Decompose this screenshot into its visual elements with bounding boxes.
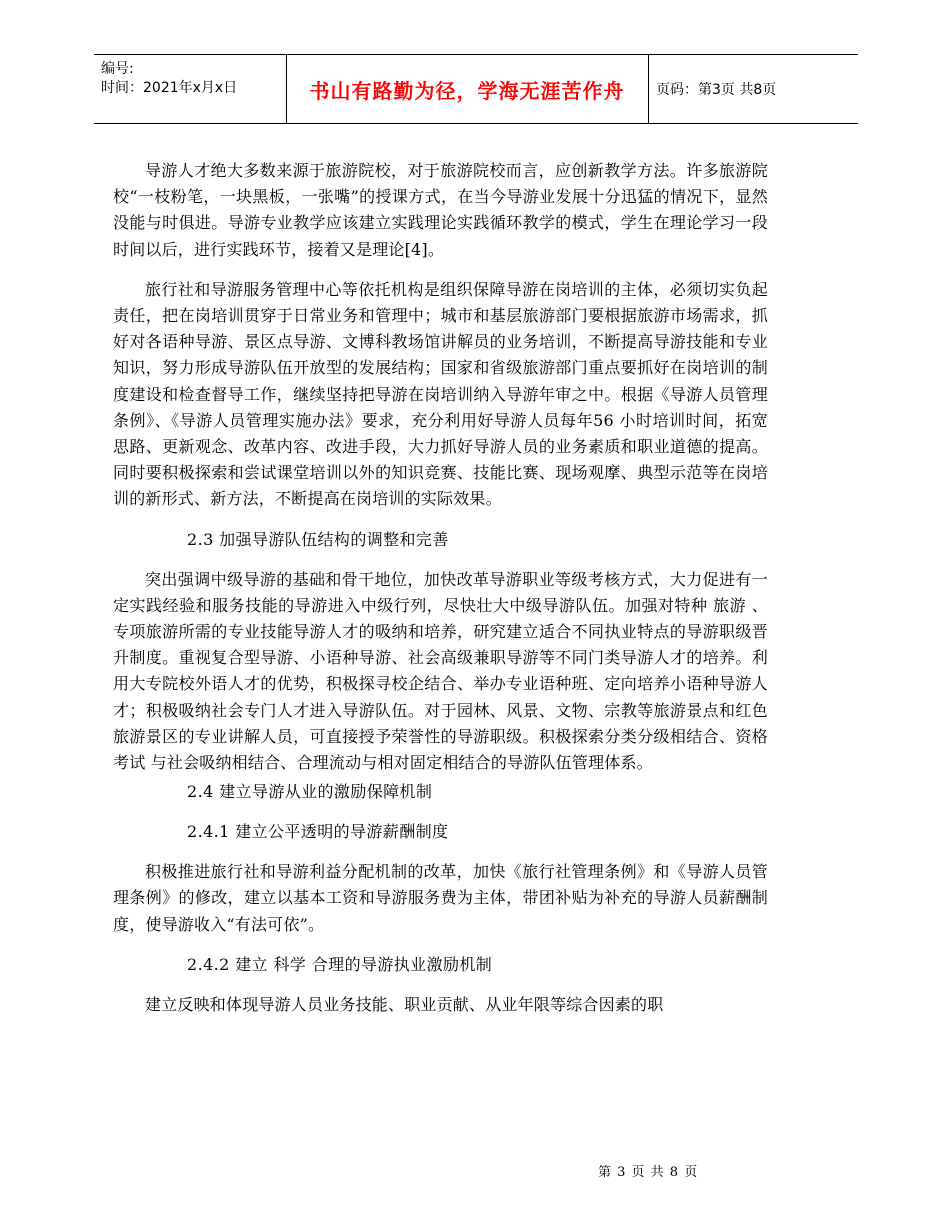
header-meta (101, 60, 237, 98)
section-heading-2-4-2: 2.4.2 建立 科学 合理的导游执业激励机制 (187, 954, 493, 974)
paragraph-salary-system: 积极推进旅行社和导游利益分配机制的改革，加快《旅行社管理条例》和《导游人员管理条例》的修改，建立以基本工资和导游服务费为主体，带团补贴为补充的导游人员薪酬制度，使导游收入“有法可依”。 (113, 862, 768, 934)
header-number-label: 编号: (101, 61, 134, 77)
header-motto: 书山有路勤为径，学海无涯苦作舟 (309, 78, 625, 103)
paragraph-incentive-mechanism: 建立反映和体现导游人员业务技能、职业贡献、从业年限等综合因素的职 (145, 994, 664, 1014)
section-heading-2-3: 2.3 加强导游队伍结构的调整和完善 (187, 529, 449, 549)
document-body (113, 158, 768, 1018)
header-divider-right (648, 55, 649, 123)
page-footer: 第 3 页 共 8 页 (598, 1165, 699, 1180)
paragraph-in-service-training: 旅行社和导游服务管理中心等依托机构是组织保障导游在岗培训的主体，必须切实负起责任，把在岗培训贯穿于日常业务和管理中；城市和基层旅游部门要根据旅游市场需求，抓好对各语种导游、景区点导游、文博科教场馆讲解员的业务培训，不断提高导游技能和专业知识，努力形成导游队伍开放型的发展结构；国家和省级旅游部门重点要抓好在岗培训的制度建设和检查督导工作，继续坚持把导游在岗培训纳入导游年审之中。根据《导游人员管理条例》、《导游人员管理实施办法》要求，充分利用好导游人员每年56 小时培训时间，拓宽思路、更新观念、改革内容、改进手段，大力抓好导游人员的业务素质和职业道德的提高。同时要积极探索和尝试课堂培训以外的知识竞赛、技能比赛、现场观摩、典型示范等在岗培训的新形式、新方法，不断提高在岗培训的实际效果。 (113, 279, 768, 509)
section-heading-2-4: 2.4 建立导游从业的激励保障机制 (187, 782, 433, 802)
paragraph-team-structure: 突出强调中级导游的基础和骨干地位，加快改革导游职业等级考核方式，大力促进有一定实践经验和服务技能的导游进入中级行列，尽快壮大中级导游队伍。加强对特种 旅游 、专项旅游所需的专业技能导游人才的吸纳和培养，研究建立适合不同执业特点的导游职级晋升制度。重视复合型导游、小语种导游、社会高级兼职导游等不同门类导游人才的培养。利用大专院校外语人才的优势，积极探寻校企结合、举办专业语种班、定向培养小语种导游人才；积极吸纳社会专门人才进入导游队伍。对于园林、风景、文物、宗教等旅游景点和红色旅游景区的专业讲解人员，可直接授予荣誉性的导游职级。积极探索分类分级相结合、资格 考试 与社会吸纳相结合、合理流动与相对固定相结合的导游队伍管理体系。 (113, 569, 768, 773)
header-page-info: 页码：第3页 共8页 (656, 82, 777, 98)
paragraph-teaching-methods: 导游人才绝大多数来源于旅游院校，对于旅游院校而言，应创新教学方法。许多旅游院校“一枝粉笔，一块黑板，一张嘴”的授课方式，在当今导游业发展十分迅猛的情况下，显然没能与时俱进。导游专业教学应该建立实践理论实践循环教学的模式，学生在理论学习一段时间以后，进行实践环节，接着又是理论[4]。 (113, 161, 768, 259)
header-date: 时间：2021年x月x日 (101, 80, 238, 96)
section-heading-2-4-1: 2.4.1 建立公平透明的导游薪酬制度 (187, 822, 449, 842)
page-header (94, 54, 858, 124)
